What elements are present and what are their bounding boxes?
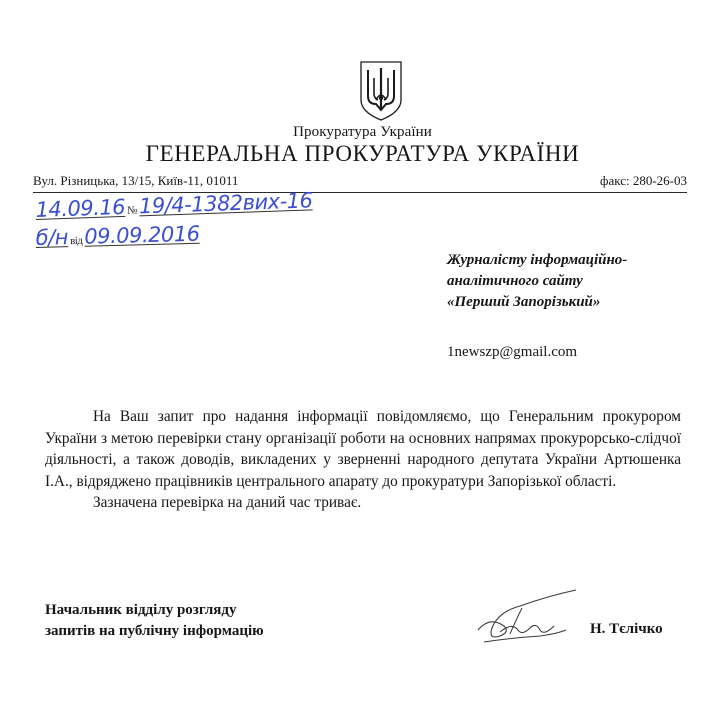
org-title: ГЕНЕРАЛЬНА ПРОКУРАТУРА УКРАЇНИ [145,141,580,166]
number-prefix: № [126,204,138,217]
reference-date: 09.09.2016 [83,221,200,249]
handwritten-signature [470,586,585,648]
header-divider [33,192,687,193]
trident-emblem-icon [358,60,404,122]
signatory-title [45,600,264,642]
signatory-title-line: запитів на публічну інформацію [45,623,264,639]
signatory-name: Н. Тєлічко [590,621,663,637]
registration-number: 19/4-1382вих-16 [138,188,313,219]
reference-line [35,222,199,250]
registration-date: 14.09.16 [35,194,126,222]
registration-line [35,188,313,222]
recipient-line: «Перший Запорізький» [447,294,601,310]
body-paragraph: На Ваш запит про надання інформації повідомляємо, що Генеральним прокурором України з метою перевірки стану організації роботи на основних напрямах прокурорсько-слідчої діяльності, а також доводів, викладених у зверненні народного депутата України Артюшенка І.А., відряджено працівників центрального апарату до прокуратури Запорізької області. [45,408,681,490]
from-prefix: від [69,234,83,248]
recipient-email: 1newszp@gmail.com [447,344,578,360]
recipient-line: аналітичного сайту [447,273,583,289]
letter-body [45,406,681,514]
body-paragraph: Зазначена перевірка на даний час триває. [93,494,362,511]
org-fax: факс: 280-26-03 [600,173,687,188]
signatory-title-line: Начальник відділу розгляду [45,602,237,618]
org-subtitle: Прокуратура України [293,124,432,140]
recipient-line: Журналісту інформаційно- [447,252,628,268]
reference-number: б/н [35,225,69,250]
recipient-block [447,250,627,313]
org-address: Вул. Різницька, 13/15, Київ-11, 01011 [33,173,239,188]
